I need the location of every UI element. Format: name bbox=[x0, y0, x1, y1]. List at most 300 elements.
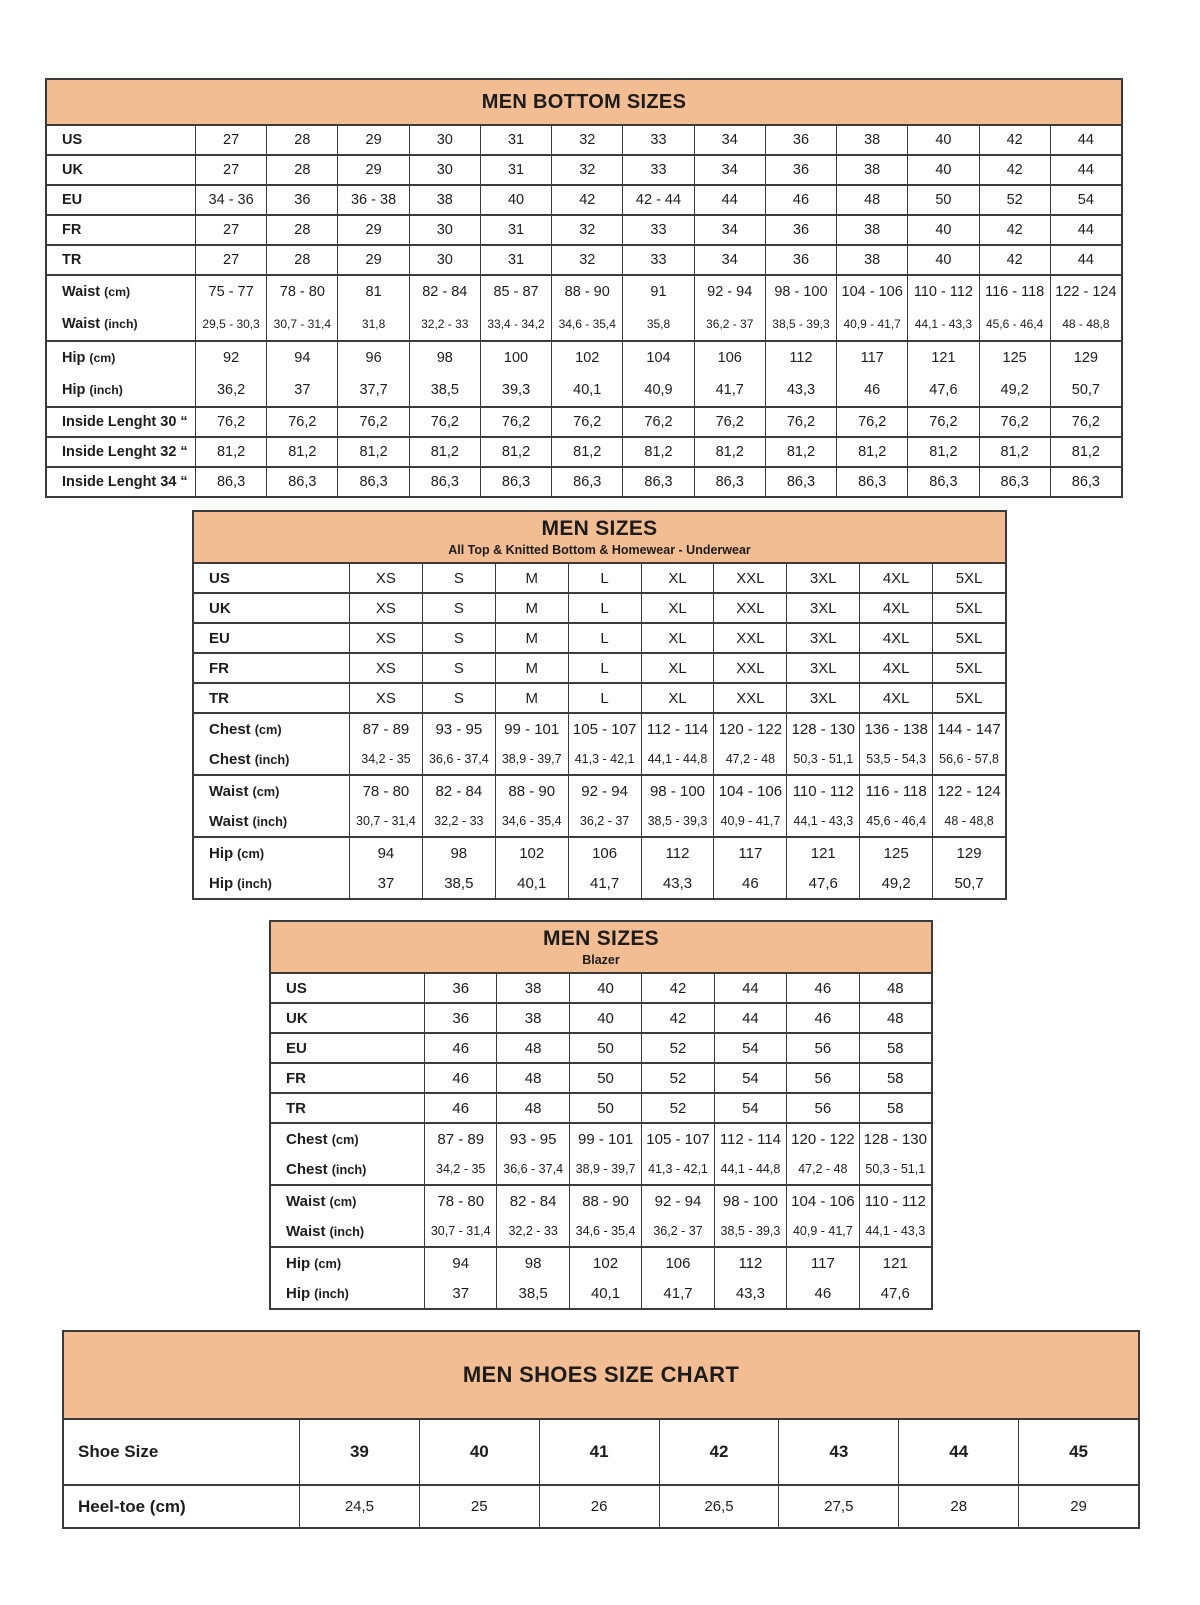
table-cell: 36 bbox=[765, 216, 836, 244]
table-cell: 102 bbox=[569, 1248, 641, 1278]
table-cell: 48 - 48,8 bbox=[932, 806, 1005, 836]
table-cell: 50,7 bbox=[932, 868, 1005, 898]
table-cell: 46 bbox=[713, 868, 786, 898]
table-cell: 29 bbox=[1018, 1486, 1138, 1527]
table-cell: 32 bbox=[551, 156, 622, 184]
table-cell: 112 - 114 bbox=[641, 714, 714, 744]
table-cell: 48 bbox=[496, 1064, 568, 1092]
table-cell: 40 bbox=[419, 1420, 539, 1484]
table-cell: 40,1 bbox=[551, 374, 622, 406]
row-label: Hip (cm) bbox=[286, 1254, 342, 1272]
table-cell: 48 bbox=[859, 974, 931, 1002]
table-cell: 112 bbox=[641, 838, 714, 868]
row-group bbox=[47, 126, 1121, 154]
table-cell: 28 bbox=[898, 1486, 1018, 1527]
table-cell: 36,6 - 37,4 bbox=[422, 744, 495, 774]
table-cell: 43 bbox=[778, 1420, 898, 1484]
row-group bbox=[64, 1420, 1138, 1484]
table-cell: 36 bbox=[765, 126, 836, 154]
row-label: FR bbox=[286, 1069, 306, 1087]
table-cell: 38,5 bbox=[409, 374, 480, 406]
table-cell: 38,5 - 39,3 bbox=[765, 308, 836, 340]
table-cell: 102 bbox=[551, 342, 622, 374]
table-cell: 29 bbox=[337, 126, 408, 154]
table-cell: 32 bbox=[551, 126, 622, 154]
row-label: Hip (cm) bbox=[62, 350, 116, 366]
table-cell: 34 - 36 bbox=[195, 186, 266, 214]
table-cell: 105 - 107 bbox=[568, 714, 641, 744]
row-group bbox=[271, 1002, 931, 1032]
table-cell: 104 - 106 bbox=[713, 776, 786, 806]
row-group bbox=[271, 974, 931, 1002]
table-cell: 94 bbox=[266, 342, 337, 374]
table-cell: 30,7 - 31,4 bbox=[349, 806, 422, 836]
table-cell: 31 bbox=[480, 156, 551, 184]
table-body bbox=[64, 1420, 1138, 1527]
row-group bbox=[271, 1062, 931, 1092]
table-cell: 88 - 90 bbox=[495, 776, 568, 806]
row-group bbox=[194, 682, 1005, 712]
table-cell: 40 bbox=[569, 1004, 641, 1032]
table-cell: 41,3 - 42,1 bbox=[641, 1154, 713, 1184]
table-header bbox=[271, 922, 931, 974]
table-cell: 38 bbox=[409, 186, 480, 214]
table-cell: 40 bbox=[907, 126, 978, 154]
table-cell: 122 - 124 bbox=[932, 776, 1005, 806]
table-row bbox=[47, 374, 1121, 406]
table-cell: 56 bbox=[786, 1064, 858, 1092]
table-cell: 27 bbox=[195, 246, 266, 274]
table-cell: 5XL bbox=[932, 654, 1005, 682]
row-label: Hip (inch) bbox=[209, 874, 272, 892]
table-cell: 85 - 87 bbox=[480, 276, 551, 308]
table-cell: 33 bbox=[622, 156, 693, 184]
table-cell: 105 - 107 bbox=[641, 1124, 713, 1154]
table-cell: 91 bbox=[622, 276, 693, 308]
table-cell: 47,6 bbox=[859, 1278, 931, 1308]
table-cell: 44,1 - 44,8 bbox=[714, 1154, 786, 1184]
table-cell: 36,2 bbox=[195, 374, 266, 406]
table-cell: 42 bbox=[979, 126, 1050, 154]
table-cell: 52 bbox=[641, 1034, 713, 1062]
table-cell: S bbox=[422, 594, 495, 622]
table-cell: 41,7 bbox=[641, 1278, 713, 1308]
table-cell: 3XL bbox=[786, 594, 859, 622]
table-body bbox=[271, 974, 931, 1308]
table-cell: XXL bbox=[713, 594, 786, 622]
table-cell: 5XL bbox=[932, 594, 1005, 622]
table-cell: 94 bbox=[424, 1248, 496, 1278]
table-cell: 52 bbox=[641, 1064, 713, 1092]
table-cell: 86,3 bbox=[765, 468, 836, 496]
table-cell: M bbox=[495, 654, 568, 682]
table-cell: 128 - 130 bbox=[859, 1124, 931, 1154]
table-row bbox=[194, 714, 1005, 744]
table-cell: 42 bbox=[641, 974, 713, 1002]
table-cell: 102 bbox=[495, 838, 568, 868]
table-cell: 45 bbox=[1018, 1420, 1138, 1484]
table-row bbox=[194, 564, 1005, 592]
row-label: EU bbox=[209, 629, 230, 647]
table-cell: 44,1 - 44,8 bbox=[641, 744, 714, 774]
table-cell: 86,3 bbox=[266, 468, 337, 496]
row-group bbox=[47, 406, 1121, 436]
table-cell: 98 - 100 bbox=[765, 276, 836, 308]
table-cell: 82 - 84 bbox=[422, 776, 495, 806]
table-row bbox=[47, 342, 1121, 374]
table-row bbox=[271, 974, 931, 1002]
table-cell: 35,8 bbox=[622, 308, 693, 340]
table-cell: 81,2 bbox=[551, 438, 622, 466]
table-cell: 76,2 bbox=[480, 408, 551, 436]
table-cell: 76,2 bbox=[551, 408, 622, 436]
table-cell: 3XL bbox=[786, 654, 859, 682]
table-cell: 76,2 bbox=[622, 408, 693, 436]
table-cell: 42 bbox=[551, 186, 622, 214]
table-cell: 38 bbox=[836, 246, 907, 274]
table-cell: 56,6 - 57,8 bbox=[932, 744, 1005, 774]
table-cell: 33 bbox=[622, 126, 693, 154]
row-group bbox=[194, 774, 1005, 836]
table-cell: 27 bbox=[195, 126, 266, 154]
table-cell: 100 bbox=[480, 342, 551, 374]
table-cell: 76,2 bbox=[836, 408, 907, 436]
table-cell: 50 bbox=[569, 1034, 641, 1062]
table-cell: 92 - 94 bbox=[641, 1186, 713, 1216]
table-row bbox=[271, 1248, 931, 1278]
table-cell: 76,2 bbox=[337, 408, 408, 436]
table-row bbox=[271, 1034, 931, 1062]
table-cell: M bbox=[495, 624, 568, 652]
table-row bbox=[47, 156, 1121, 184]
table-cell: 36 bbox=[765, 246, 836, 274]
table-cell: 81,2 bbox=[765, 438, 836, 466]
table-cell: 94 bbox=[349, 838, 422, 868]
table-cell: 46 bbox=[786, 1004, 858, 1032]
table-cell: 81,2 bbox=[979, 438, 1050, 466]
table-cell: S bbox=[422, 564, 495, 592]
table-cell: S bbox=[422, 624, 495, 652]
row-label: Hip (inch) bbox=[286, 1284, 349, 1302]
table-cell: 42 - 44 bbox=[622, 186, 693, 214]
table-cell: 26,5 bbox=[659, 1486, 779, 1527]
table-cell: 47,2 - 48 bbox=[713, 744, 786, 774]
table-cell: 3XL bbox=[786, 564, 859, 592]
table-cell: 116 - 118 bbox=[979, 276, 1050, 308]
row-label: Chest (inch) bbox=[286, 1160, 367, 1178]
table-cell: 86,3 bbox=[480, 468, 551, 496]
table-row bbox=[194, 624, 1005, 652]
table-cell: 40,1 bbox=[495, 868, 568, 898]
men-shoes-size-chart-table bbox=[62, 1330, 1140, 1529]
table-title: MEN SIZES bbox=[543, 926, 659, 950]
table-cell: 48 bbox=[859, 1004, 931, 1032]
row-label: TR bbox=[62, 252, 82, 268]
row-group bbox=[194, 592, 1005, 622]
table-cell: 76,2 bbox=[979, 408, 1050, 436]
table-cell: 76,2 bbox=[195, 408, 266, 436]
table-cell: 43,3 bbox=[765, 374, 836, 406]
table-cell: 52 bbox=[641, 1094, 713, 1122]
row-label: FR bbox=[62, 222, 82, 238]
table-cell: 44 bbox=[1050, 126, 1121, 154]
table-body bbox=[194, 564, 1005, 898]
table-cell: 28 bbox=[266, 126, 337, 154]
table-cell: 86,3 bbox=[551, 468, 622, 496]
table-cell: 29 bbox=[337, 156, 408, 184]
table-cell: 30 bbox=[409, 126, 480, 154]
row-group bbox=[47, 154, 1121, 184]
table-cell: 41 bbox=[539, 1420, 659, 1484]
table-cell: M bbox=[495, 594, 568, 622]
table-cell: 28 bbox=[266, 246, 337, 274]
table-cell: 48 - 48,8 bbox=[1050, 308, 1121, 340]
table-cell: 38,9 - 39,7 bbox=[495, 744, 568, 774]
table-cell: XXL bbox=[713, 684, 786, 712]
table-cell: 38 bbox=[496, 1004, 568, 1032]
table-cell: XS bbox=[349, 564, 422, 592]
table-cell: 27 bbox=[195, 156, 266, 184]
row-label: Waist (cm) bbox=[209, 782, 280, 800]
table-cell: 86,3 bbox=[907, 468, 978, 496]
row-group bbox=[271, 1122, 931, 1184]
row-label: Inside Lenght 30 “ bbox=[62, 414, 188, 430]
table-cell: XS bbox=[349, 654, 422, 682]
table-cell: 34,6 - 35,4 bbox=[551, 308, 622, 340]
table-cell: 56 bbox=[786, 1094, 858, 1122]
table-cell: 40,9 bbox=[622, 374, 693, 406]
row-group bbox=[47, 466, 1121, 496]
table-cell: 42 bbox=[979, 156, 1050, 184]
table-cell: 98 - 100 bbox=[714, 1186, 786, 1216]
table-title: MEN SIZES bbox=[541, 516, 658, 540]
table-cell: 81,2 bbox=[480, 438, 551, 466]
table-cell: XXL bbox=[713, 624, 786, 652]
table-cell: 43,3 bbox=[714, 1278, 786, 1308]
table-cell: 36 - 38 bbox=[337, 186, 408, 214]
table-cell: 4XL bbox=[859, 654, 932, 682]
table-cell: 28 bbox=[266, 216, 337, 244]
table-row bbox=[47, 276, 1121, 308]
table-cell: 88 - 90 bbox=[569, 1186, 641, 1216]
table-row bbox=[47, 468, 1121, 496]
table-row bbox=[64, 1420, 1138, 1484]
table-cell: 37 bbox=[266, 374, 337, 406]
table-cell: L bbox=[568, 654, 641, 682]
table-cell: 44 bbox=[714, 1004, 786, 1032]
table-cell: 76,2 bbox=[694, 408, 765, 436]
table-cell: 34 bbox=[694, 246, 765, 274]
table-cell: 36 bbox=[266, 186, 337, 214]
table-cell: 30,7 - 31,4 bbox=[266, 308, 337, 340]
table-cell: 110 - 112 bbox=[907, 276, 978, 308]
table-cell: 32 bbox=[551, 246, 622, 274]
row-label: Waist (cm) bbox=[62, 284, 131, 300]
table-cell: 46 bbox=[424, 1064, 496, 1092]
table-cell: 41,7 bbox=[694, 374, 765, 406]
table-row bbox=[271, 1278, 931, 1308]
table-cell: 47,6 bbox=[786, 868, 859, 898]
table-cell: 81,2 bbox=[1050, 438, 1121, 466]
row-group bbox=[271, 1092, 931, 1122]
table-cell: 104 - 106 bbox=[836, 276, 907, 308]
table-cell: 4XL bbox=[859, 684, 932, 712]
row-label: EU bbox=[62, 192, 83, 208]
table-cell: 31 bbox=[480, 246, 551, 274]
table-row bbox=[47, 126, 1121, 154]
row-label: Inside Lenght 34 “ bbox=[62, 474, 188, 490]
table-cell: 117 bbox=[836, 342, 907, 374]
table-cell: 34,6 - 35,4 bbox=[495, 806, 568, 836]
table-row bbox=[194, 868, 1005, 898]
men-bottom-sizes-table bbox=[45, 78, 1123, 498]
row-label: Waist (inch) bbox=[62, 316, 138, 332]
table-cell: 144 - 147 bbox=[932, 714, 1005, 744]
table-cell: 58 bbox=[859, 1094, 931, 1122]
table-cell: 50,7 bbox=[1050, 374, 1121, 406]
table-cell: 56 bbox=[786, 1034, 858, 1062]
table-cell: 58 bbox=[859, 1064, 931, 1092]
row-label: Waist (cm) bbox=[286, 1192, 357, 1210]
table-cell: L bbox=[568, 594, 641, 622]
table-cell: 86,3 bbox=[694, 468, 765, 496]
table-row bbox=[47, 408, 1121, 436]
table-cell: 128 - 130 bbox=[786, 714, 859, 744]
table-cell: 98 bbox=[422, 838, 495, 868]
table-cell: 49,2 bbox=[859, 868, 932, 898]
row-group bbox=[194, 622, 1005, 652]
table-cell: 24,5 bbox=[299, 1486, 419, 1527]
table-cell: 44 bbox=[1050, 246, 1121, 274]
table-cell: 86,3 bbox=[836, 468, 907, 496]
table-cell: 45,6 - 46,4 bbox=[859, 806, 932, 836]
table-cell: 44,1 - 43,3 bbox=[859, 1216, 931, 1246]
table-cell: XS bbox=[349, 684, 422, 712]
table-row bbox=[47, 186, 1121, 214]
table-cell: 5XL bbox=[932, 624, 1005, 652]
table-cell: 81,2 bbox=[836, 438, 907, 466]
table-cell: S bbox=[422, 684, 495, 712]
table-row bbox=[194, 654, 1005, 682]
table-cell: 88 - 90 bbox=[551, 276, 622, 308]
table-cell: 34 bbox=[694, 156, 765, 184]
table-cell: XXL bbox=[713, 654, 786, 682]
table-cell: 29,5 - 30,3 bbox=[195, 308, 266, 340]
table-cell: 38 bbox=[836, 126, 907, 154]
table-cell: 81 bbox=[337, 276, 408, 308]
table-row bbox=[271, 1216, 931, 1246]
table-cell: 46 bbox=[786, 974, 858, 1002]
table-cell: 125 bbox=[979, 342, 1050, 374]
table-row bbox=[47, 216, 1121, 244]
row-label: Waist (inch) bbox=[286, 1222, 365, 1240]
table-cell: 82 - 84 bbox=[409, 276, 480, 308]
table-cell: 104 - 106 bbox=[786, 1186, 858, 1216]
table-cell: 29 bbox=[337, 246, 408, 274]
table-cell: 76,2 bbox=[765, 408, 836, 436]
table-cell: 40,9 - 41,7 bbox=[713, 806, 786, 836]
table-row bbox=[271, 1004, 931, 1032]
table-cell: 46 bbox=[424, 1094, 496, 1122]
table-cell: 34,6 - 35,4 bbox=[569, 1216, 641, 1246]
table-cell: 87 - 89 bbox=[424, 1124, 496, 1154]
table-cell: 99 - 101 bbox=[495, 714, 568, 744]
table-cell: 30 bbox=[409, 216, 480, 244]
table-cell: 47,2 - 48 bbox=[786, 1154, 858, 1184]
row-group bbox=[194, 712, 1005, 774]
table-title: MEN SHOES SIZE CHART bbox=[462, 1361, 740, 1387]
table-cell: 112 bbox=[765, 342, 836, 374]
table-cell: 76,2 bbox=[907, 408, 978, 436]
table-cell: 81,2 bbox=[694, 438, 765, 466]
table-cell: 98 - 100 bbox=[641, 776, 714, 806]
table-cell: 32,2 - 33 bbox=[409, 308, 480, 340]
table-cell: 129 bbox=[932, 838, 1005, 868]
row-label: FR bbox=[209, 659, 229, 677]
table-cell: 26 bbox=[539, 1486, 659, 1527]
table-cell: XL bbox=[641, 684, 714, 712]
table-cell: 42 bbox=[979, 246, 1050, 274]
table-cell: 110 - 112 bbox=[786, 776, 859, 806]
table-cell: 37,7 bbox=[337, 374, 408, 406]
table-cell: 116 - 118 bbox=[859, 776, 932, 806]
table-cell: 48 bbox=[496, 1094, 568, 1122]
table-row bbox=[47, 308, 1121, 340]
table-cell: 76,2 bbox=[1050, 408, 1121, 436]
table-cell: 121 bbox=[907, 342, 978, 374]
table-cell: 50,3 - 51,1 bbox=[786, 744, 859, 774]
table-cell: 36 bbox=[424, 974, 496, 1002]
men-sizes-blazer-table bbox=[269, 920, 933, 1310]
table-cell: 38 bbox=[836, 216, 907, 244]
table-cell: 81,2 bbox=[409, 438, 480, 466]
row-group bbox=[47, 244, 1121, 274]
table-cell: 40 bbox=[907, 246, 978, 274]
row-group bbox=[64, 1484, 1138, 1527]
table-cell: 40 bbox=[569, 974, 641, 1002]
table-row bbox=[47, 438, 1121, 466]
table-cell: 93 - 95 bbox=[496, 1124, 568, 1154]
table-cell: 54 bbox=[714, 1094, 786, 1122]
table-cell: 44,1 - 43,3 bbox=[907, 308, 978, 340]
table-cell: 39,3 bbox=[480, 374, 551, 406]
table-row bbox=[271, 1124, 931, 1154]
table-cell: 86,3 bbox=[622, 468, 693, 496]
table-cell: 44,1 - 43,3 bbox=[786, 806, 859, 836]
table-cell: 121 bbox=[859, 1248, 931, 1278]
table-cell: 34 bbox=[694, 216, 765, 244]
table-cell: 121 bbox=[786, 838, 859, 868]
table-cell: 38,5 bbox=[496, 1278, 568, 1308]
table-cell: L bbox=[568, 564, 641, 592]
table-row bbox=[271, 1094, 931, 1122]
table-cell: 87 - 89 bbox=[349, 714, 422, 744]
table-cell: 50,3 - 51,1 bbox=[859, 1154, 931, 1184]
table-cell: 41,3 - 42,1 bbox=[568, 744, 641, 774]
table-cell: 44 bbox=[694, 186, 765, 214]
table-cell: 81,2 bbox=[907, 438, 978, 466]
table-cell: 40 bbox=[907, 156, 978, 184]
table-cell: 32,2 - 33 bbox=[422, 806, 495, 836]
table-cell: 78 - 80 bbox=[424, 1186, 496, 1216]
table-cell: 48 bbox=[836, 186, 907, 214]
table-cell: XS bbox=[349, 594, 422, 622]
table-cell: 34,2 - 35 bbox=[424, 1154, 496, 1184]
row-label: Waist (inch) bbox=[209, 812, 288, 830]
table-cell: 106 bbox=[641, 1248, 713, 1278]
table-cell: 41,7 bbox=[568, 868, 641, 898]
table-cell: 31 bbox=[480, 216, 551, 244]
